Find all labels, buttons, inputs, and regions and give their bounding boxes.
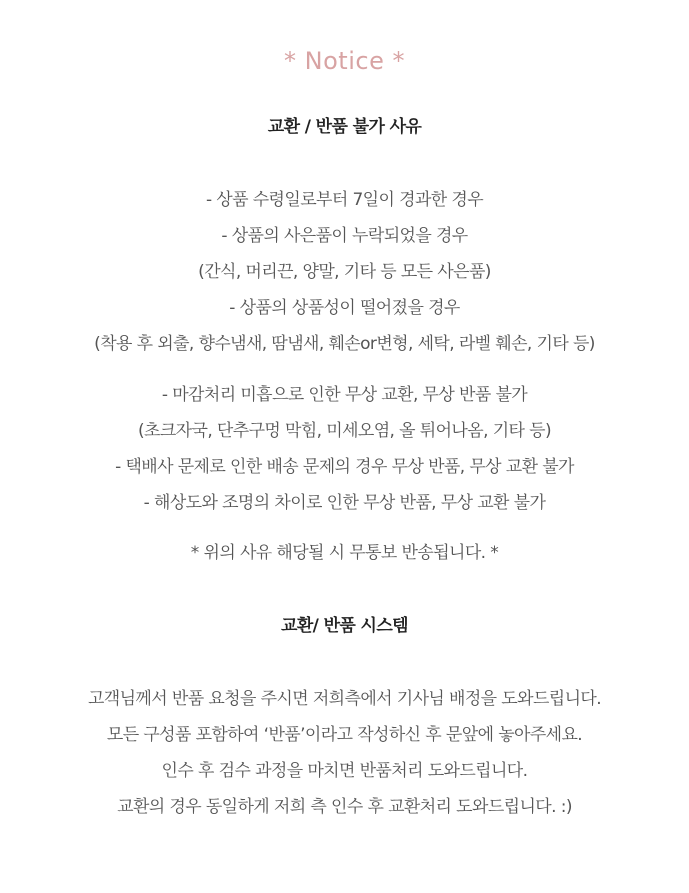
system-line: 고객님께서 반품 요청을 주시면 저희측에서 기사님 배정을 도와드립니다.: [87, 689, 602, 709]
reason-line: - 상품 수령일로부터 7일이 경과한 경우: [205, 190, 484, 210]
return-footnote: * 위의 사유 해당될 시 무통보 반송됩니다. *: [190, 543, 499, 563]
notice-title: * Notice *: [284, 47, 405, 75]
system-line: 교환의 경우 동일하게 저희 측 인수 후 교환처리 도와드립니다. :): [117, 797, 572, 817]
section-heading-return-system: 교환/ 반품 시스템: [281, 616, 408, 636]
reason-line: (간식, 머리끈, 양말, 기타 등 모든 사은품): [198, 262, 491, 282]
reason-line: (착용 후 외출, 향수냄새, 땀냄새, 훼손or변형, 세탁, 라벨 훼손, 기타 등): [94, 334, 595, 354]
reason-line: (초크자국, 단추구멍 막힘, 미세오염, 올 튀어나옴, 기타 등): [138, 421, 551, 441]
reason-line: - 해상도와 조명의 차이로 인한 무상 반품, 무상 교환 불가: [143, 493, 546, 513]
reason-line: - 상품의 사은품이 누락되었을 경우: [221, 226, 468, 246]
reason-line: - 택배사 문제로 인한 배송 문제의 경우 무상 반품, 무상 교환 불가: [115, 457, 574, 477]
system-line: 모든 구성품 포함하여 ‘반품’이라고 작성하신 후 문앞에 놓아주세요.: [106, 725, 583, 745]
system-line: 인수 후 검수 과정을 마치면 반품처리 도와드립니다.: [161, 761, 528, 781]
reason-line: - 마감처리 미흡으로 인한 무상 교환, 무상 반품 불가: [161, 385, 528, 405]
section-heading-no-return-reasons: 교환 / 반품 불가 사유: [267, 117, 422, 137]
reason-line: - 상품의 상품성이 떨어졌을 경우: [229, 298, 460, 318]
